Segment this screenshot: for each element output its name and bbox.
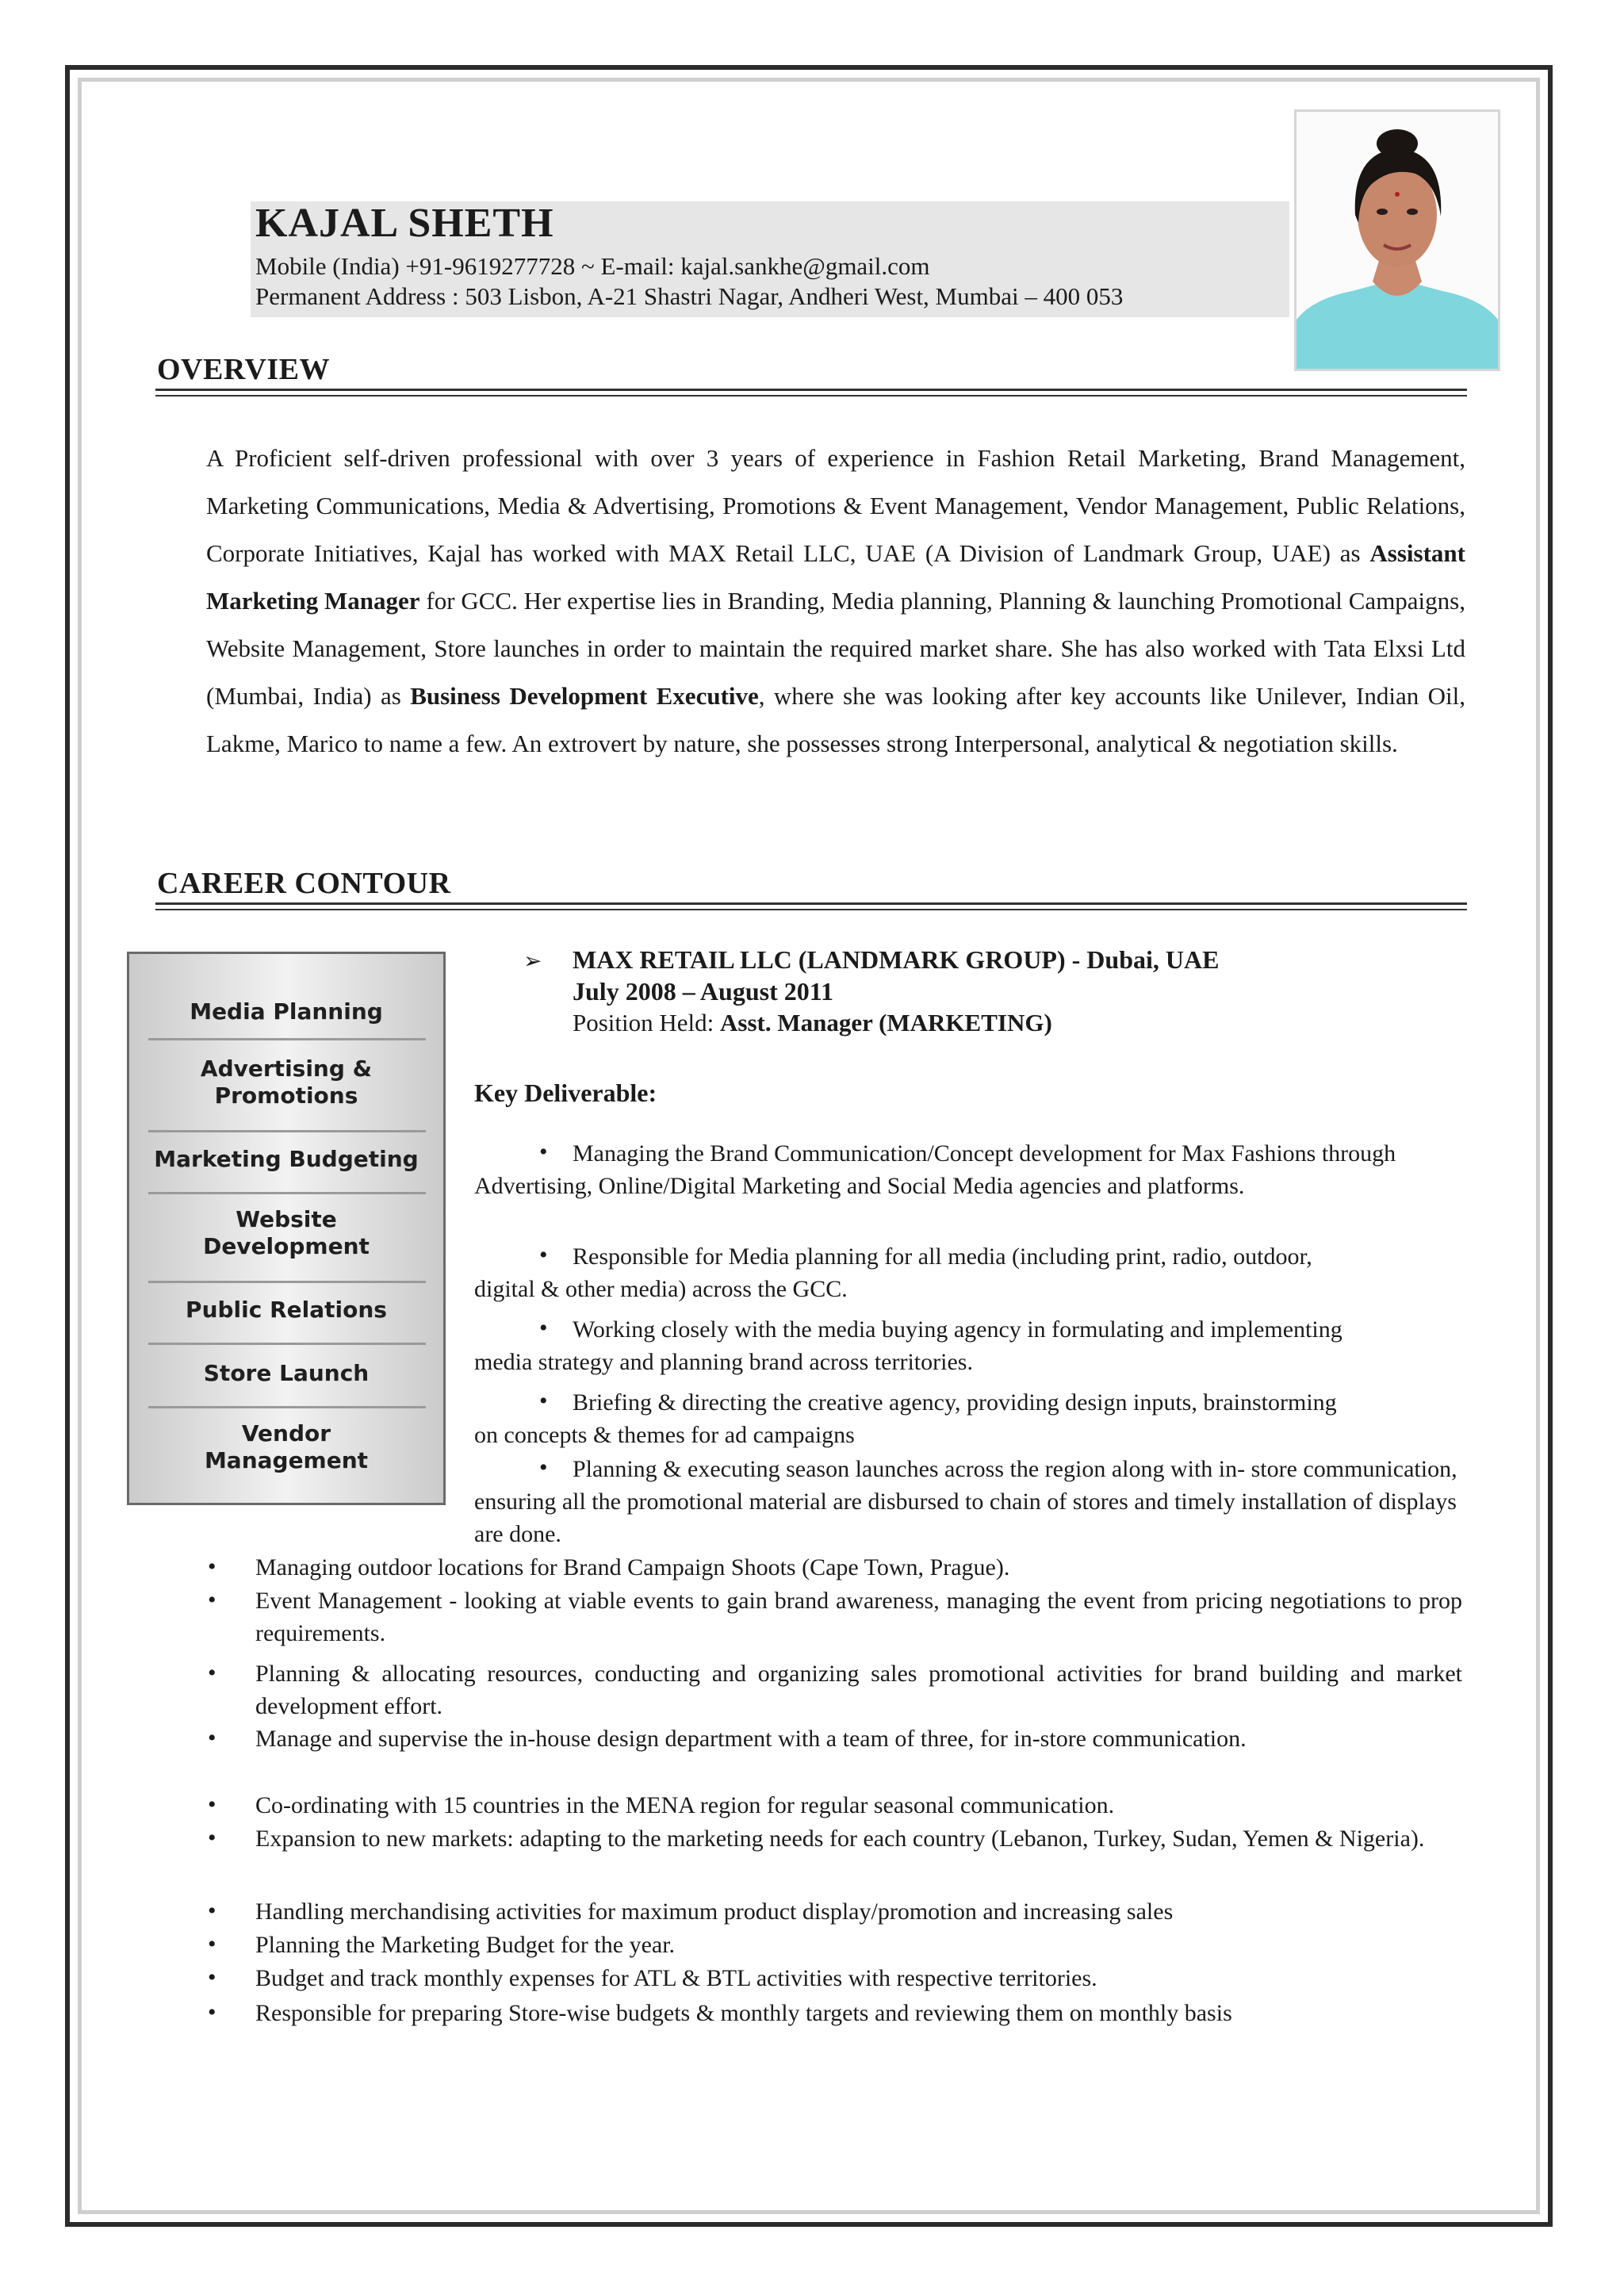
deliverable-item: Planning & allocating resources, conducting and organizing sales promotional activities for brand building and market development effort. xyxy=(255,1661,1462,1719)
skill-separator xyxy=(148,1406,426,1408)
bullet-icon: • xyxy=(208,1587,216,1613)
skill-separator xyxy=(148,1343,426,1345)
bullet-icon: • xyxy=(208,1999,216,2025)
address-line: Permanent Address : 503 Lisbon, A-21 Shastri Nagar, Andheri West, Mumbai – 400 053 xyxy=(255,282,1124,310)
skill-store-launch: Store Launch xyxy=(203,1360,370,1386)
deliverable-item: Budget and track monthly expenses for ATL & BTL activities with respective territories. xyxy=(255,1965,1097,1991)
contact-line: Mobile (India) +91-9619277728 ~ E-mail: kajal.sankhe@gmail.com xyxy=(255,252,930,280)
deliverable-item: Responsible for Media planning for all media (including print, radio, outdoor, digital & other media) across the GCC. xyxy=(474,1243,1312,1302)
deliverable-item: Managing outdoor locations for Brand Campaign Shoots (Cape Town, Prague). xyxy=(255,1554,1010,1580)
deliverable-item: Responsible for preparing Store-wise budgets & monthly targets and reviewing them on monthly basis xyxy=(255,2000,1232,2026)
position-label: Position Held: xyxy=(573,1009,721,1036)
overview-paragraph xyxy=(206,435,1465,768)
company-name: MAX RETAIL LLC (LANDMARK GROUP) - Dubai, UAE xyxy=(573,945,1220,974)
skill-vendor-management: Vendor Management xyxy=(204,1420,369,1473)
bullet-icon: • xyxy=(208,1931,216,1957)
deliverable-item: Co-ordinating with 15 countries in the MENA region for regular seasonal communication. xyxy=(255,1792,1115,1818)
overview-text-2: for GCC. Her expertise lies in Branding, Media planning, Planning & launching Promotional Campaigns, Website Management, Store launches in order to maintain the required market share. She has also worked with Tata Elxsi Ltd (Mumbai, India) as xyxy=(206,587,1465,710)
arrow-bullet-icon: ➢ xyxy=(523,949,542,974)
deliverable-item: Event Management - looking at viable events to gain brand awareness, managing the event from pricing negotiations to prop requirements. xyxy=(255,1588,1462,1646)
deliverable-item: Working closely with the media buying agency in formulating and implementing media strategy and planning brand across territories. xyxy=(474,1316,1342,1375)
profile-photo xyxy=(1294,109,1500,371)
job-dates: July 2008 – August 2011 xyxy=(573,977,833,1006)
bullet-icon: • xyxy=(208,1554,216,1580)
bullet-icon: • xyxy=(539,1242,548,1268)
bullet-icon: • xyxy=(208,1964,216,1990)
bullet-icon: • xyxy=(208,1725,216,1751)
overview-text-1: A Proficient self-driven professional with over 3 years of experience in Fashion Retail Marketing, Brand Management, Marketing Communications, Media & Advertising, Promotions & Event Management, Vendor Management, Public Relations, Corporate Initiatives, Kajal has worked with MAX Retail LLC, UAE (A Division of Landmark Group, UAE) as xyxy=(206,444,1465,567)
bullet-icon: • xyxy=(208,1660,216,1686)
overview-bold-1: Assistant Marketing Manager xyxy=(206,539,1465,615)
portrait-illustration xyxy=(1297,112,1498,369)
deliverable-item: Manage and supervise the in-house design department with a team of three, for in-store communication. xyxy=(255,1726,1247,1752)
overview-rule xyxy=(155,389,1467,391)
career-heading: CAREER CONTOUR xyxy=(157,867,451,900)
overview-bold-2: Business Development Executive xyxy=(410,682,759,710)
key-deliverable-label: Key Deliverable: xyxy=(474,1079,657,1107)
skill-media-planning: Media Planning xyxy=(190,998,383,1025)
deliverable-item: Planning & executing season launches across the region along with in- store communication, ensuring all the promotional material are disbursed to chain of stores and timely installation of displays are done. xyxy=(474,1456,1457,1547)
bullet-icon: • xyxy=(208,1898,216,1924)
deliverable-item: Handling merchandising activities for maximum product display/promotion and increasing sales xyxy=(255,1898,1174,1925)
overview-text-3: , where she was looking after key accounts like Unilever, Indian Oil, Lakme, Marico to name a few. An extrovert by nature, she possesses strong Interpersonal, analytical & negotiation skills. xyxy=(206,682,1465,757)
deliverable-item: Managing the Brand Communication/Concept development for Max Fashions through Advertising, Online/Digital Marketing and Social Media agencies and platforms. xyxy=(474,1140,1396,1199)
overview-heading: OVERVIEW xyxy=(157,353,331,386)
skills-sidebar xyxy=(127,952,446,1505)
skill-website: Website Development xyxy=(203,1206,370,1259)
deliverable-item: Briefing & directing the creative agency, providing design inputs, brainstorming on concepts & themes for ad campaigns xyxy=(474,1389,1337,1448)
skill-separator xyxy=(148,1038,426,1040)
bullet-icon: • xyxy=(539,1315,548,1341)
skill-separator xyxy=(148,1130,426,1132)
skill-advertising: Advertising & Promotions xyxy=(200,1056,373,1109)
overview-rule-2 xyxy=(155,395,1467,397)
career-rule xyxy=(155,902,1467,905)
skill-public-relations: Public Relations xyxy=(186,1297,387,1323)
deliverable-item: Planning the Marketing Budget for the year. xyxy=(255,1932,676,1958)
career-rule-2 xyxy=(155,909,1467,910)
deliverable-item: Expansion to new markets: adapting to the marketing needs for each country (Lebanon, Turkey, Sudan, Yemen & Nigeria). xyxy=(255,1826,1425,1852)
bullet-icon: • xyxy=(539,1388,548,1414)
bullet-icon: • xyxy=(208,1791,216,1818)
bullet-icon: • xyxy=(539,1454,548,1481)
skill-separator xyxy=(148,1281,426,1283)
job-position xyxy=(573,1009,1052,1037)
bullet-icon: • xyxy=(208,1825,216,1851)
bullet-icon: • xyxy=(539,1139,548,1165)
position-value: Asst. Manager (MARKETING) xyxy=(720,1009,1052,1036)
skill-budgeting: Marketing Budgeting xyxy=(154,1146,419,1172)
skill-separator xyxy=(148,1192,426,1194)
candidate-name: KAJAL SHETH xyxy=(255,201,554,246)
